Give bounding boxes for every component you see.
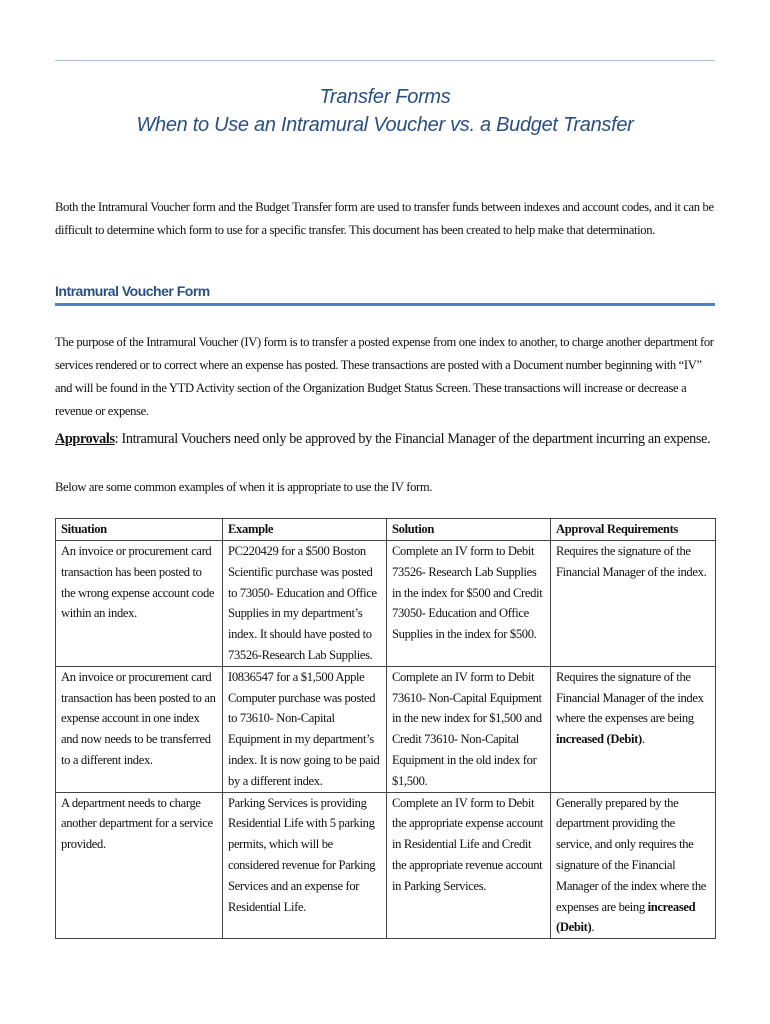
top-rule xyxy=(55,60,715,61)
approval-text: Requires the signature of the Financial Manager of the index where the expenses are being xyxy=(556,669,704,726)
purpose-paragraph: The purpose of the Intramural Voucher (IV) form is to transfer a posted expense from one index to another, to charge another department for services rendered or to correct where an expense has posted. These transactions are posted with a Document number beginning with “IV” and will be found in the YTD Activity section of the Organization Budget Status Screen. These transactions will increase or decrease a revenue or expense. xyxy=(55,335,714,418)
header-situation: Situation xyxy=(56,519,223,541)
cell-situation: An invoice or procurement card transaction has been posted to the wrong expense account code within an index. xyxy=(56,541,223,667)
cell-example: I0836547 for a $1,500 Apple Computer purchase was posted to 73610- Non-Capital Equipment in my department’s index. It is now going to be paid by a different index. xyxy=(223,666,387,792)
cell-approval xyxy=(551,792,716,939)
header-solution: Solution xyxy=(387,519,551,541)
approval-text: Generally prepared by the department providing the service, and only requires the signature of the Financial Manager of the index where the expenses are being xyxy=(556,795,707,914)
table-row xyxy=(56,792,716,939)
table-row xyxy=(56,666,716,792)
cell-solution: Complete an IV form to Debit the appropriate expense account in Residential Life and Credit the appropriate revenue account in Parking Services. xyxy=(387,792,551,939)
cell-approval xyxy=(551,666,716,792)
cell-solution: Complete an IV form to Debit 73610- Non-Capital Equipment in the new index for $1,500 and Credit 73610- Non-Capital Equipment in the old index for $1,500. xyxy=(387,666,551,792)
approvals-paragraph xyxy=(55,428,717,450)
table-row xyxy=(56,541,716,667)
section-heading: Intramural Voucher Form xyxy=(55,283,210,299)
cell-solution: Complete an IV form to Debit 73526- Research Lab Supplies in the index for $500 and Credit 73050- Education and Office Supplies in the index for $500. xyxy=(387,541,551,667)
cell-situation: An invoice or procurement card transaction has been posted to an expense account in one index and now needs to be transferred to a different index. xyxy=(56,666,223,792)
title-line-1: Transfer Forms xyxy=(319,86,451,108)
approval-end: . xyxy=(591,920,595,935)
cell-situation: A department needs to charge another department for a service provided. xyxy=(56,792,223,939)
table-header-row xyxy=(56,519,716,541)
intro-paragraph: Both the Intramural Voucher form and the Budget Transfer form are used to transfer funds between indexes and account codes, and it can be difficult to determine which form to use for a specific transfer. This document has been created to help make that determination. xyxy=(55,200,714,237)
header-approval: Approval Requirements xyxy=(551,519,716,541)
approval-bold: increased (Debit) xyxy=(556,732,642,747)
iv-examples-table xyxy=(55,518,716,939)
approval-bold: increased (Debit) xyxy=(556,899,696,935)
document-title xyxy=(55,83,715,139)
approval-end: . xyxy=(641,732,645,747)
header-example: Example xyxy=(223,519,387,541)
cell-example: PC220429 for a $500 Boston Scientific purchase was posted to 73050- Education and Office Supplies in my department’s index. It should have posted to 73526-Research Lab Supplies. xyxy=(223,541,387,667)
approvals-text: : Intramural Vouchers need only be approved by the Financial Manager of the department incurring an expense. xyxy=(114,431,711,447)
examples-lead: Below are some common examples of when it is appropriate to use the IV form. xyxy=(55,480,433,494)
section-rule xyxy=(55,303,715,306)
approval-text: Requires the signature of the Financial Manager of the index. xyxy=(556,544,707,579)
cell-example: Parking Services is providing Residential Life with 5 parking permits, which will be considered revenue for Parking Services and an expense for Residential Life. xyxy=(223,792,387,939)
title-line-2: When to Use an Intramural Voucher vs. a Budget Transfer xyxy=(136,114,634,136)
approvals-label: Approvals xyxy=(55,431,115,447)
cell-approval xyxy=(551,541,716,667)
